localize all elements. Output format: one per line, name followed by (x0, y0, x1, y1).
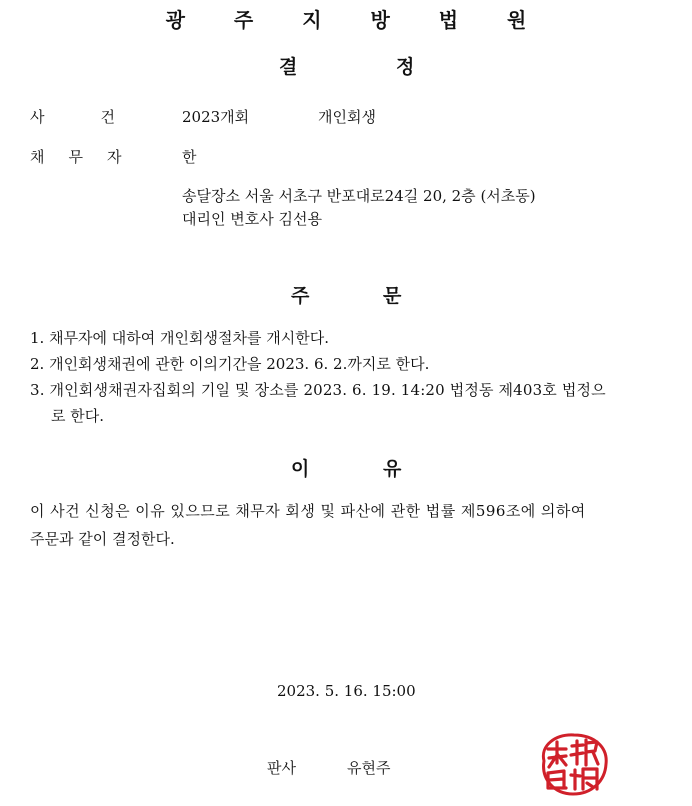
decision-date: 2023. 5. 16. 15:00 (277, 682, 416, 700)
judge-seal-icon (536, 731, 612, 797)
order-heading-char-1: 주 (291, 285, 310, 307)
reason-line-1: 이 사건 신청은 이유 있으므로 채무자 회생 및 파산에 관한 법률 제596조에 의하여 (30, 502, 586, 520)
case-label: 사 건 (30, 108, 115, 126)
order-item-3: 3. 개인회생채권자집회의 기일 및 장소를 2023. 6. 19. 14:20 법정동 제403호 법정으 (30, 381, 606, 399)
debtor-label: 채 무 자 (30, 148, 122, 166)
debtor-name: 한 (182, 148, 197, 166)
court-name: 광 주 지 방 법 원 (165, 8, 548, 32)
debtor-address: 송달장소 서울 서초구 반포대로24길 20, 2층 (서초동) (182, 187, 536, 205)
reason-heading-char-1: 이 (291, 458, 310, 480)
order-heading-char-2: 문 (383, 285, 402, 307)
case-number: 2023개회 (182, 108, 250, 126)
case-name: 개인회생 (318, 108, 376, 126)
order-item-1: 1. 채무자에 대하여 개인회생절차를 개시한다. (30, 329, 329, 347)
reason-line-2: 주문과 같이 결정한다. (30, 530, 175, 548)
reason-heading-char-2: 유 (383, 458, 402, 480)
order-item-3-cont: 로 한다. (51, 407, 105, 425)
order-item-2: 2. 개인회생채권에 관한 이의기간을 2023. 6. 2.까지로 한다. (30, 355, 430, 373)
doc-type-char-2: 정 (396, 56, 415, 78)
debtor-agent: 대리인 변호사 김선용 (182, 210, 322, 228)
judge-title: 판사 (267, 759, 296, 777)
doc-type-char-1: 결 (279, 56, 298, 78)
judge-name: 유현주 (347, 759, 391, 777)
